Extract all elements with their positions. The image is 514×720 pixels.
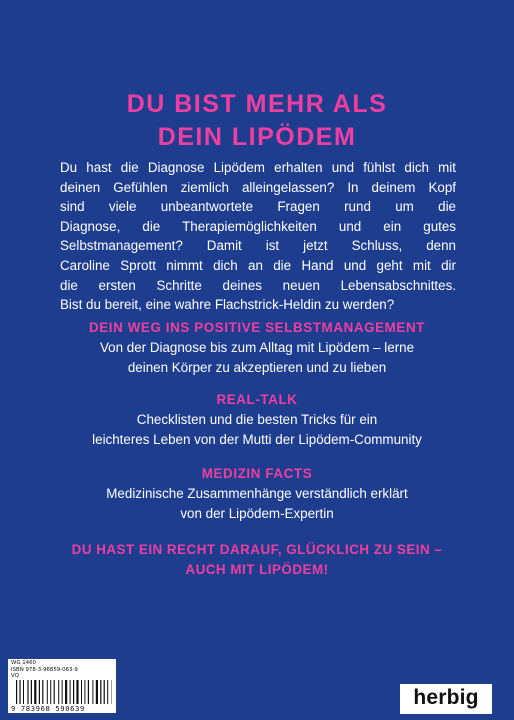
section-medizin-facts <box>0 464 514 523</box>
intro-line: Selbstmanagement? Damit ist jetzt Schluss, denn <box>60 238 456 254</box>
barcode-bar <box>96 680 98 704</box>
intro-line: Caroline Sprott nimmt dich an die Hand und geht mit dir <box>60 257 456 273</box>
section-title: REAL-TALK <box>216 392 298 407</box>
section-line: von der Lipödem-Expertin <box>180 505 334 521</box>
section-line: leichteres Leben von der Mutti der Lipödem-Community <box>92 431 422 447</box>
publisher-logo: herbig <box>400 684 492 714</box>
section-line: Checklisten und die besten Tricks für ein <box>136 412 378 427</box>
barcode-bar <box>73 680 74 704</box>
barcode-bar <box>100 680 101 704</box>
barcode-info <box>11 660 78 680</box>
barcode-bar <box>34 680 36 704</box>
headline <box>0 88 514 154</box>
barcode-bar <box>92 680 93 704</box>
intro-line: Bist du bereit, eine wahre Flachstrick-Heldin zu werden? <box>60 297 395 313</box>
barcode-bar <box>50 680 51 704</box>
barcode-bar <box>58 680 59 704</box>
barcode-label <box>8 659 116 713</box>
barcode-bar <box>62 680 63 704</box>
barcode-bar <box>70 680 71 704</box>
barcode-bar <box>88 680 89 704</box>
barcode-bar <box>39 680 40 704</box>
barcode-isbn: ISBN 978-3-96859-063-9 <box>11 666 78 673</box>
section-text <box>0 484 514 523</box>
intro-line: Du hast die Diagnose Lipödem erhalten und fühlst dich mit <box>60 160 456 175</box>
barcode-wg: WG 1460 <box>11 660 36 666</box>
closing-line-1: DU HAST EIN RECHT DARAUF, GLÜCKLICH ZU SEIN – <box>71 542 443 557</box>
section-text <box>0 410 514 449</box>
barcode-bar <box>76 680 78 704</box>
section-text <box>0 338 514 377</box>
barcode-bar <box>31 680 32 704</box>
section-line: Medizinische Zusammenhänge verständlich erklärt <box>106 486 408 501</box>
intro-line: deinen Gefühlen ziemlich alleingelassen? In deinem Kopf <box>60 179 456 195</box>
barcode-bar <box>42 680 43 704</box>
barcode-bar <box>47 680 48 704</box>
barcode-bars <box>16 680 112 704</box>
barcode-bar <box>65 680 67 704</box>
barcode-bar <box>107 680 108 704</box>
barcode-bar <box>16 680 17 704</box>
barcode-code: VQ <box>11 673 19 680</box>
barcode-bar <box>81 680 82 704</box>
closing-line-2: AUCH MIT LIPÖDEM! <box>185 562 329 577</box>
closing-statement <box>0 540 514 580</box>
barcode-bar <box>27 680 28 704</box>
intro-line: sind viele unbeantwortete Fragen rund um die <box>60 199 456 215</box>
section-real-talk <box>0 390 514 449</box>
barcode-bar <box>104 680 105 704</box>
section-line: Von der Diagnose bis zum Alltag mit Lipödem – lerne <box>99 340 415 355</box>
section-title: DEIN WEG INS POSITIVE SELBSTMANAGEMENT <box>88 320 425 335</box>
section-selbstmanagement <box>0 318 514 377</box>
barcode-bar <box>84 680 85 704</box>
barcode-bar <box>19 680 20 704</box>
section-title: MEDIZIN FACTS <box>201 466 313 481</box>
intro-paragraph <box>60 158 456 315</box>
barcode-digits: 9 783968 590639 <box>11 704 85 713</box>
headline-line-2: DEIN LIPÖDEM <box>157 123 357 151</box>
barcode-bar <box>23 680 24 704</box>
section-line: deinen Körper zu akzeptieren und zu lieben <box>127 359 387 375</box>
intro-line: Diagnose, die Therapiemöglichkeiten und ein gutes <box>60 218 456 234</box>
intro-line: die ersten Schritte deines neuen Lebensabschnittes. <box>60 277 456 293</box>
barcode-bar <box>54 680 55 704</box>
headline-line-1: DU BIST MEHR ALS <box>126 90 388 118</box>
